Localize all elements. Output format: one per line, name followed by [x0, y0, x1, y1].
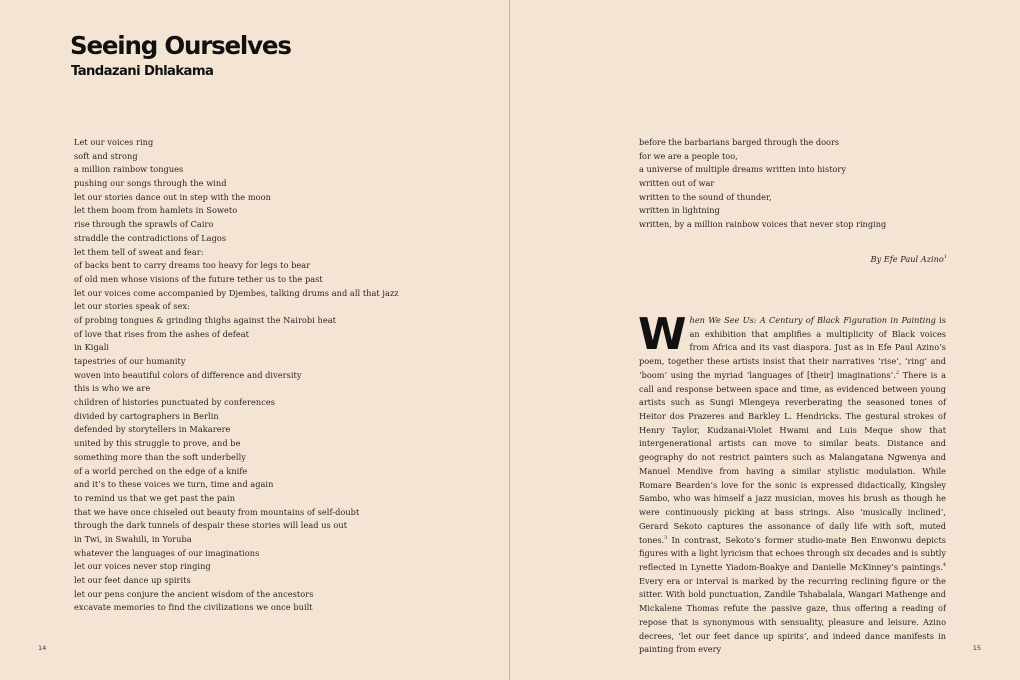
poem-line: written, by a million rainbow voices that never stop ringing [639, 219, 887, 230]
poem-line: defended by storytellers in Makarere [74, 424, 231, 435]
exhibition-title: hen We See Us: A Century of Black Figuration in Painting [689, 315, 936, 325]
poem-line: written out of war [639, 178, 715, 189]
right-page [510, 0, 1020, 680]
poem-line: let our voices come accompanied by Djembes, talking drums and all that jazz [74, 287, 399, 298]
essay-body [638, 309, 946, 657]
byline-text: By Efe Paul Azino [870, 254, 944, 264]
poem-line: through the dark tunnels of despair these stories will lead us out [74, 520, 348, 531]
poem-line: let our stories dance out in step with the moon [74, 191, 271, 202]
poem-line: let them boom from hamlets in Soweto [74, 205, 238, 216]
poem-line: let our pens conjure the ancient wisdom of the ancestors [74, 588, 314, 599]
drop-cap: W [638, 309, 686, 360]
poem-line: let our feet dance up spirits [74, 575, 191, 585]
poem-line: straddle the contradictions of Lagos [74, 232, 227, 243]
poem-line: in Twi, in Swahili, in Yoruba [74, 533, 192, 544]
poem-line: rise through the sprawls of Cairo [74, 219, 214, 230]
poem-line: of backs bent to carry dreams too heavy for legs to bear [74, 260, 311, 271]
poem-line: and it’s to these voices we turn, time and again [74, 479, 274, 490]
poem-line: children of histories punctuated by conferences [74, 397, 275, 408]
poem-line: let our stories speak of sex: [74, 301, 190, 312]
poem-line: Let our voices ring [74, 137, 154, 147]
poem-line: let our voices never stop ringing [74, 561, 211, 572]
essay-text: In contrast, Sekoto’s former studio-mate Ben Enwonwu depicts figures with a light lyricism that echoes through six decades and is subtly reflected in Lynette Yiadom-Boakye and Danielle McKinney’s paintings. [639, 534, 946, 572]
poem-right-column [639, 136, 886, 232]
poem-line: something more than the soft underbelly [74, 451, 246, 462]
poem-line: of a world perched on the edge of a knife [74, 465, 248, 476]
poem-line: of love that rises from the ashes of defeat [74, 328, 250, 339]
essay-text: is an exhibition that amplifies a multiplicity of Black voices from Africa and its vast diaspora. Just as in Efe Paul Azino’s poem, together these artists insist that their narratives ‘rise’, ‘ring’ and ‘boom’ using the myriad ‘languages of [their] imaginations’. [639, 315, 946, 380]
footnote-marker: 1 [943, 254, 947, 260]
poem-line: this is who we are [74, 383, 151, 394]
footnote-marker: 4 [942, 561, 946, 568]
page-number-left: 14 [38, 644, 47, 652]
poem-line: for we are a people too, [639, 150, 738, 161]
poem-line: to remind us that we get past the pain [74, 492, 236, 503]
footnote-marker: 3 [664, 534, 668, 541]
page-number-right: 15 [972, 644, 981, 652]
poem-line: that we have once chiseled out beauty from mountains of self-doubt [74, 506, 360, 517]
poem-line: in Kigali [74, 342, 110, 353]
poem-line: tapestries of our humanity [74, 356, 186, 366]
poem-line: whatever the languages of our imaginations [74, 547, 260, 558]
poem-line: pushing our songs through the wind [74, 178, 227, 189]
essay-text: Every era or interval is marked by the recurring reclining figure or the sitter. With bold punctuation, Zandile Tshabalala, Wangari Mathenge and Mickalene Thomas refute the passive gaze, thus offering a reading of repose that is synonymous with sensuality, pleasure and leisure. Azino decrees, ‘let our feet dance up spirits’, and indeed dance manifests in painting from every [639, 575, 946, 655]
poem-line: divided by cartographers in Berlin [74, 410, 219, 421]
poem-byline [871, 254, 947, 264]
poem-line: written to the sound of thunder, [639, 191, 772, 202]
poem-line: united by this struggle to prove, and be [74, 438, 241, 449]
article-author: Tandazani Dhlakama [71, 64, 214, 79]
footnote-marker: 2 [895, 369, 899, 376]
essay-text: There is a call and response between space and time, as evidenced between young artists such as Sungi Mlengeya reverberating the seasoned tones of Heitor dos Prazeres and Barkley L. Hendricks. The gestural strokes of Henry Taylor, Kudzanai-Violet Hwami and Luis Meque show that intergenerational artists can move to similar beats. Distance and geography do not restrict painters such as Malangatana Ngwenya and Manuel Mendive from having a similar stylistic modulation. While Romare Bearden’s love for the sonic is expressed didactically, Kingsley Sambo, who was himself a jazz musician, moves his brush as though he were continuously picking at bass strings. Also ‘musically inclined’, Gerard Sekoto captures the assonance of daily life with soft, muted tones. [639, 369, 946, 545]
poem-line: soft and strong [74, 150, 138, 161]
poem-line: of probing tongues & grinding thighs against the Nairobi heat [74, 314, 337, 325]
poem-line: a million rainbow tongues [74, 164, 184, 175]
poem-line: of old men whose visions of the future tether us to the past [74, 273, 323, 284]
article-title: Seeing Ourselves [70, 31, 291, 60]
poem-line: before the barbarians barged through the doors [639, 137, 840, 147]
poem-line: written in lightning [639, 205, 720, 216]
poem-left-column [74, 136, 399, 615]
poem-line: woven into beautiful colors of difference and diversity [74, 369, 302, 380]
poem-line: let them tell of sweat and fear: [74, 246, 204, 257]
poem-line: a universe of multiple dreams written into history [639, 164, 846, 175]
poem-line: excavate memories to find the civilizations we once built [74, 602, 313, 613]
